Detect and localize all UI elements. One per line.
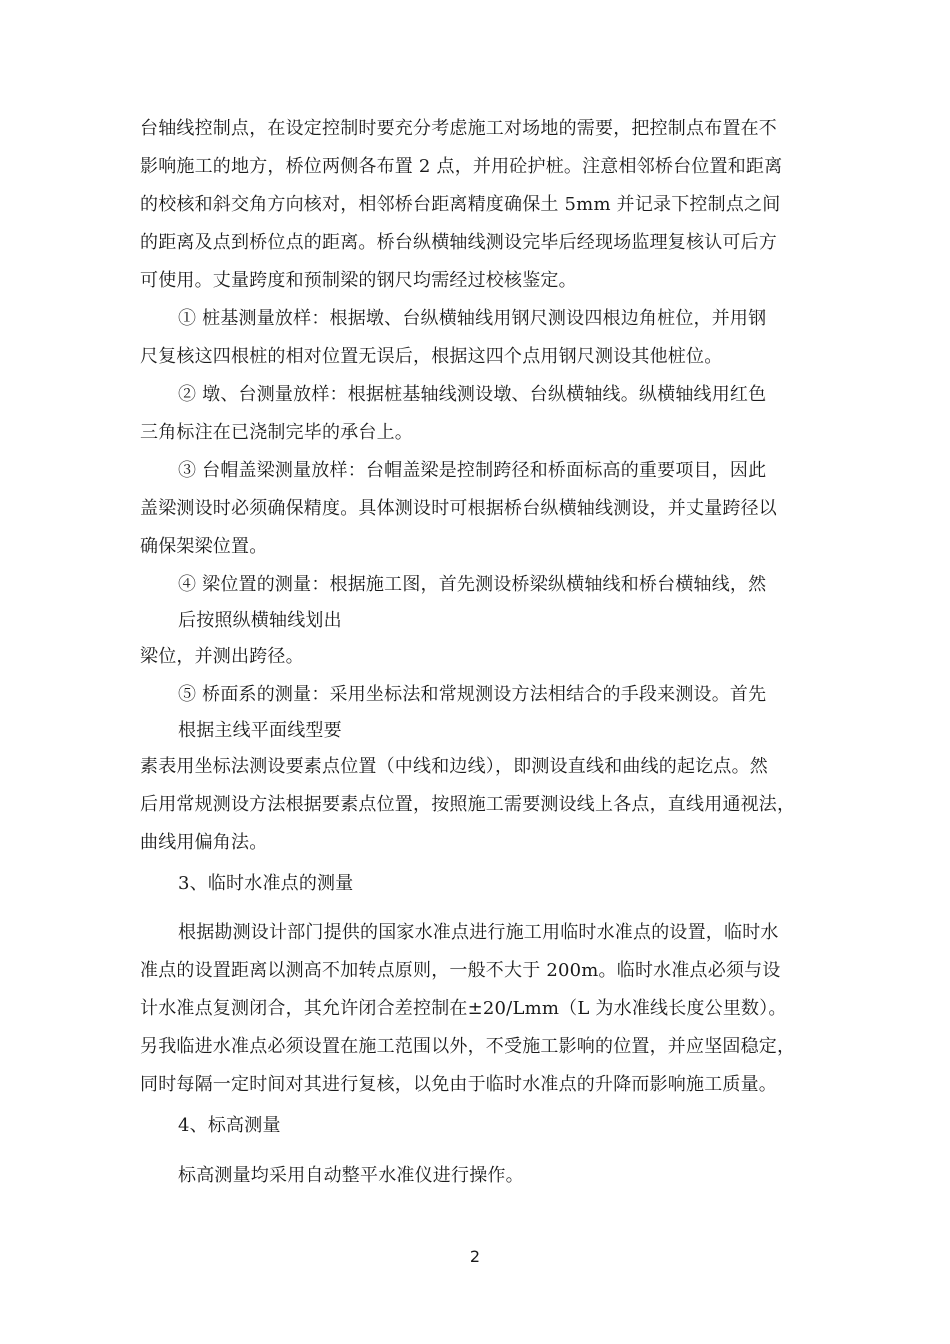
text-line: 盖梁测设时必须确保精度。具体测设时可根据桥台纵横轴线测设，并丈量跨径以: [140, 498, 777, 519]
text-line: 后用常规测设方法根据要素点位置，按照施工需要测设线上各点，直线用通视法，: [140, 794, 796, 815]
text-line: 同时每隔一定时间对其进行复核，以免由于临时水准点的升降而影响施工质量。: [140, 1074, 777, 1095]
text-line: 台轴线控制点，在设定控制时要充分考虑施工对场地的需要，把控制点布置在不: [140, 118, 777, 139]
text-line: 另我临进水准点必须设置在施工范围以外，不受施工影响的位置，并应坚固稳定，: [140, 1036, 796, 1057]
section-heading: 4、标高测量: [178, 1115, 281, 1136]
list-item-1: ① 桩基测量放样：根据墩、台纵横轴线用钢尺测设四根边角桩位，并用钢: [178, 308, 767, 329]
text-line: 确保架梁位置。: [140, 536, 268, 557]
text-line: 的距离及点到桥位点的距离。桥台纵横轴线测设完毕后经现场监理复核认可后方: [140, 232, 777, 253]
text-line: 的校核和斜交角方向核对，相邻桥台距离精度确保土 5mm 并记录下控制点之间: [140, 194, 781, 215]
paragraph-start: 根据勘测设计部门提供的国家水准点进行施工用临时水准点的设置，临时水: [178, 922, 779, 943]
text-line: 影响施工的地方，桥位两侧各布置 2 点，并用砼护桩。注意相邻桥台位置和距离: [140, 156, 783, 177]
section-heading: 3、临时水准点的测量: [178, 873, 354, 894]
paragraph-start: 标高测量均采用自动整平水准仪进行操作。: [178, 1165, 524, 1186]
text-line: 尺复核这四根桩的相对位置无误后，根据这四个点用钢尺测设其他桩位。: [140, 346, 723, 367]
text-line: 素表用坐标法测设要素点位置（中线和边线），即测设直线和曲线的起讫点。然: [140, 756, 768, 777]
list-item-5: ⑤ 桥面系的测量：采用坐标法和常规测设方法相结合的手段来测设。首先: [178, 684, 767, 705]
text-line: 可使用。丈量跨度和预制梁的钢尺均需经过校核鉴定。: [140, 270, 577, 291]
text-line: 后按照纵横轴线划出: [178, 610, 342, 631]
page-number: 2: [469, 1247, 481, 1266]
list-item-3: ③ 台帽盖梁测量放样：台帽盖梁是控制跨径和桥面标高的重要项目，因此: [178, 460, 767, 481]
text-line: 根据主线平面线型要: [178, 720, 342, 741]
text-line: 准点的设置距离以测高不加转点原则，一般不大于 200m。临时水准点必须与设: [140, 960, 781, 981]
list-item-4: ④ 梁位置的测量：根据施工图，首先测设桥梁纵横轴线和桥台横轴线，然: [178, 574, 767, 595]
text-line: 计水准点复测闭合，其允许闭合差控制在±20/Lmm（L 为水准线长度公里数）。: [140, 998, 787, 1019]
text-line: 梁位，并测出跨径。: [140, 646, 304, 667]
text-line: 曲线用偏角法。: [140, 832, 268, 853]
list-item-2: ② 墩、台测量放样：根据桩基轴线测设墩、台纵横轴线。纵横轴线用红色: [178, 384, 767, 405]
text-line: 三角标注在已浇制完毕的承台上。: [140, 422, 413, 443]
